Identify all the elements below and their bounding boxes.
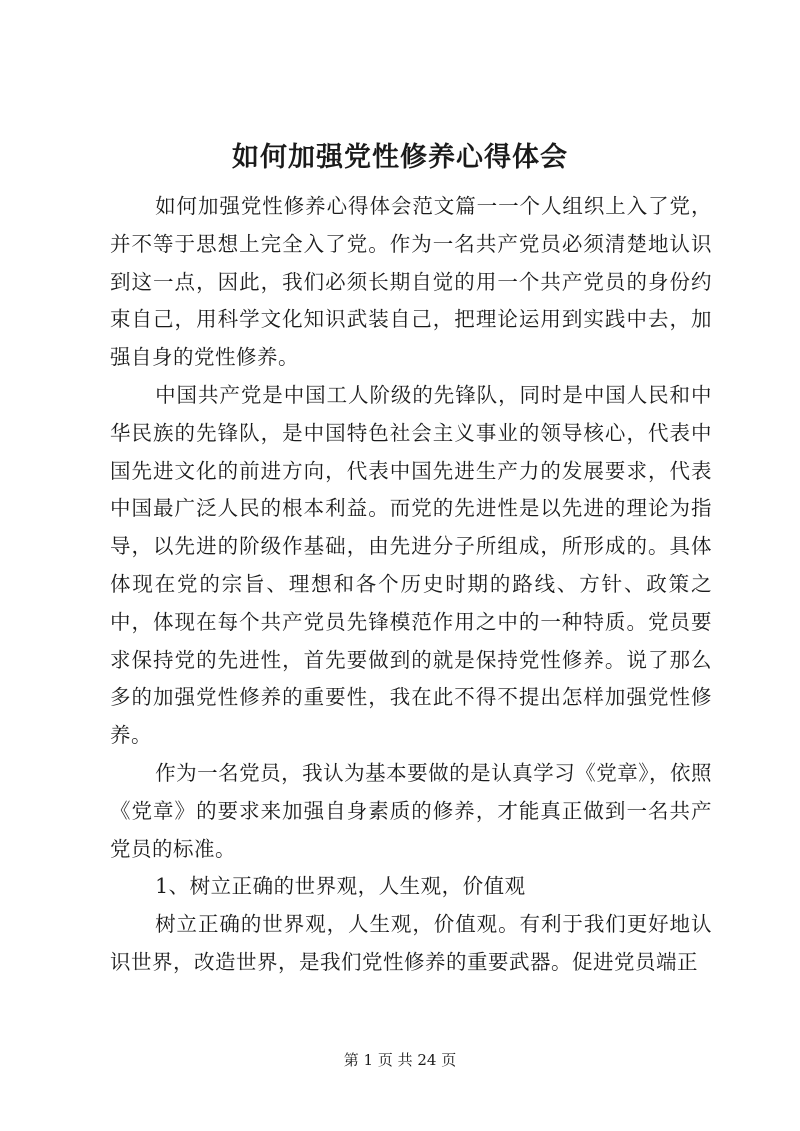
paragraph: 中国共产党是中国工人阶级的先锋队，同时是中国人民和中华民族的先锋队，是中国特色社会主义事业的领导核心，代表中国先进文化的前进方向，代表中国先进生产力的发展要求，代表中国最广泛人民的根本利益。而党的先进性是以先进的理论为指导，以先进的阶级作基础，由先进分子所组成，所形成的。具体体现在党的宗旨、理想和各个历史时期的路线、方针、政策之中，体现在每个共产党员先锋模范作用之中的一种特质。党员要求保持党的先进性，首先要做到的就是保持党性修养。说了那么多的加强党性修养的重要性，我在此不得不提出怎样加强党性修养。 bbox=[110, 382, 712, 748]
document-body bbox=[110, 188, 712, 982]
paragraph: 树立正确的世界观，人生观，价值观。有利于我们更好地认识世界，改造世界，是我们党性修养的重要武器。促进党员端正 bbox=[110, 912, 712, 974]
page-number-footer: 第 1 页 共 24 页 bbox=[343, 1051, 457, 1069]
document-title: 如何加强党性修养心得体会 bbox=[232, 142, 568, 173]
paragraph: 作为一名党员，我认为基本要做的是认真学习《党章》，依照《党章》的要求来加强自身素质的修养，才能真正做到一名共产党员的标准。 bbox=[110, 760, 712, 861]
paragraph: 如何加强党性修养心得体会范文篇一一个人组织上入了党，并不等于思想上完全入了党。作为一名共产党员必须清楚地认识到这一点，因此，我们必须长期自觉的用一个共产党员的身份约束自己，用科学文化知识武装自己，把理论运用到实践中去，加强自身的党性修养。 bbox=[110, 194, 712, 370]
section-heading: 1、树立正确的世界观，人生观，价值观 bbox=[155, 874, 526, 899]
